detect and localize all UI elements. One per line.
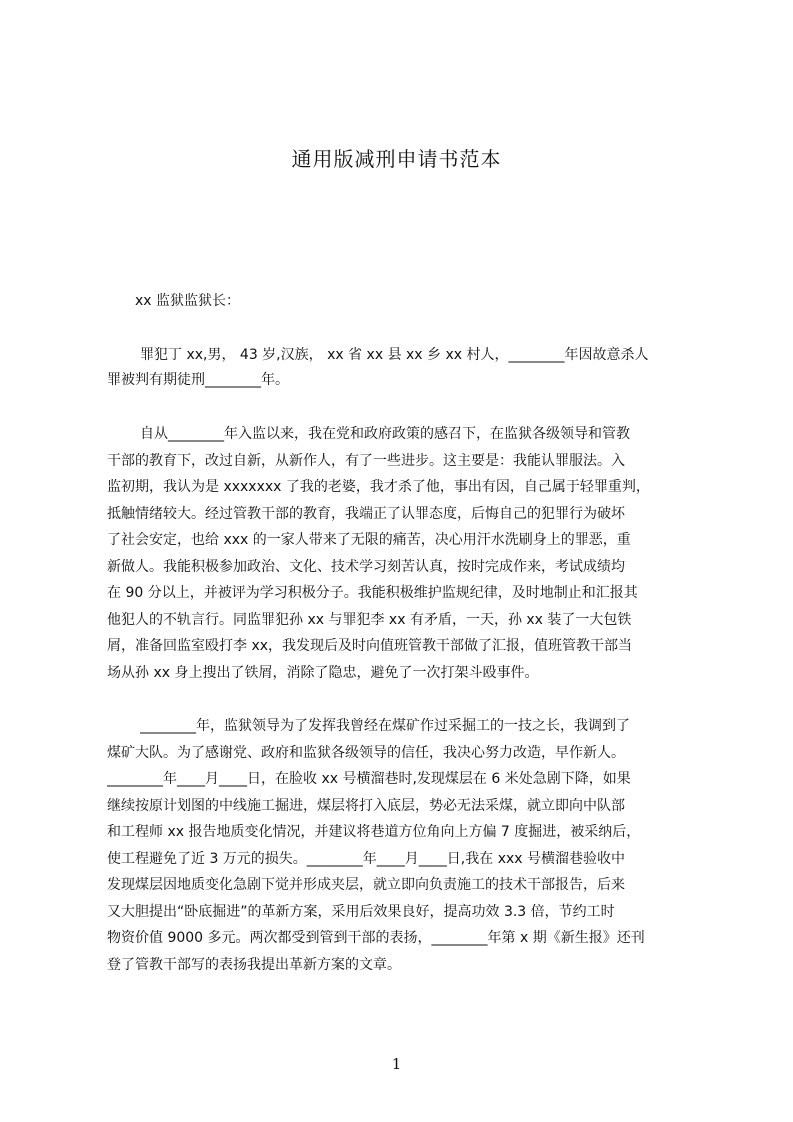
paragraph-3-line-10: 登了管教干部写的表扬我提出革新方案的文章。	[107, 957, 401, 973]
paragraph-3-line-4: 继续按原计划图的中线施工掘进，煤层将打入底层，势必无法采煤，就立即向中队部	[107, 798, 625, 814]
paragraph-2-line-5: 了社会安定，也给 xxx 的一家人带来了无限的痛苦，决心用汗水洗刷身上的罪恶，重	[107, 532, 631, 548]
salutation: xx 监狱监狱长：	[135, 293, 241, 309]
paragraph-2-line-3: 监初期，我认为是 xxxxxxx 了我的老婆，我才杀了他，事出有因，自己属于轻罪重判，	[107, 479, 650, 495]
paragraph-2-line-7: 在 90 分以上，并被评为学习积极分子。我能积极维护监规纪律，及时地制止和汇报其	[107, 585, 638, 601]
paragraph-1-line-1: 罪犯丁 xx,男， 43 岁,汉族， xx 省 xx 县 xx 乡 xx 村人，________年因故意杀人	[140, 347, 649, 363]
page-number: 1	[391, 1055, 402, 1073]
paragraph-2-line-10: 场从孙 xx 身上搜出了铁屑，消除了隐忠，避免了一次打架斗殴事件。	[107, 665, 539, 681]
paragraph-1-line-2: 罪被判有期徒刑________年。	[107, 372, 289, 388]
paragraph-2-line-6: 新做人。我能积极参加政治、文化、技术学习刻苦认真，按时完成作来，考试成绩均	[107, 559, 625, 575]
paragraph-2-line-1: 自从________年入监以来，我在党和政府政策的感召下，在监狱各级领导和管教	[140, 426, 630, 442]
paragraph-3-line-1: ________年，监狱领导为了发挥我曾经在煤矿作过采掘工的一技之长，我调到了	[140, 718, 630, 734]
paragraph-2-line-4: 抵触情绪较大。经过管教干部的教育，我端正了认罪态度，后悔自己的犯罪行为破坏	[107, 506, 625, 522]
paragraph-3-line-8: 又大胆提出“卧底掘进”的革新方案，采用后效果良好，提高功效 3.3 倍，节约工时	[107, 904, 615, 920]
paragraph-3-line-3: ________年____月____日，在脸收 xx 号横溜巷时,发现煤层在 6 米处急剧下降，如果	[107, 771, 631, 787]
paragraph-2-line-2: 干部的教育下，改过自新，从新作人，有了一些进步。这主要是：我能认罪服法。入	[107, 453, 625, 469]
document-title: 通用版减刑申请书范本	[291, 147, 502, 171]
paragraph-3-line-5: 和工程师 xx 报告地质变化情况，并建议将巷道方位角向上方偏 7 度掘进，被采纳后，	[107, 824, 641, 840]
paragraph-3-line-2: 煤矿大队。为了感谢党、政府和监狱各级领导的信任，我决心努力改造，早作新人。	[107, 745, 625, 761]
paragraph-3-line-7: 发现煤层因地质变化急剧下觉并形成夹层，就立即向负责施工的技术干部报告，后来	[107, 877, 625, 893]
paragraph-3-line-9: 物资价值 9000 多元。两次都受到管到干部的表扬，________年第 x 期《新生报》还刊	[107, 930, 645, 946]
paragraph-3-line-6: 使工程避免了近 3 万元的损失。________年____月____日,我在 xxx 号横溜巷验收中	[107, 851, 626, 867]
paragraph-2-line-9: 屑，准备回监室殴打李 xx，我发现后及时向值班管教干部做了汇报，值班管教干部当	[107, 638, 633, 654]
paragraph-2-line-8: 他犯人的不轨言行。同监罪犯孙 xx 与罪犯李 xx 有矛盾，一天，孙 xx 装了一大包铁	[107, 612, 632, 628]
